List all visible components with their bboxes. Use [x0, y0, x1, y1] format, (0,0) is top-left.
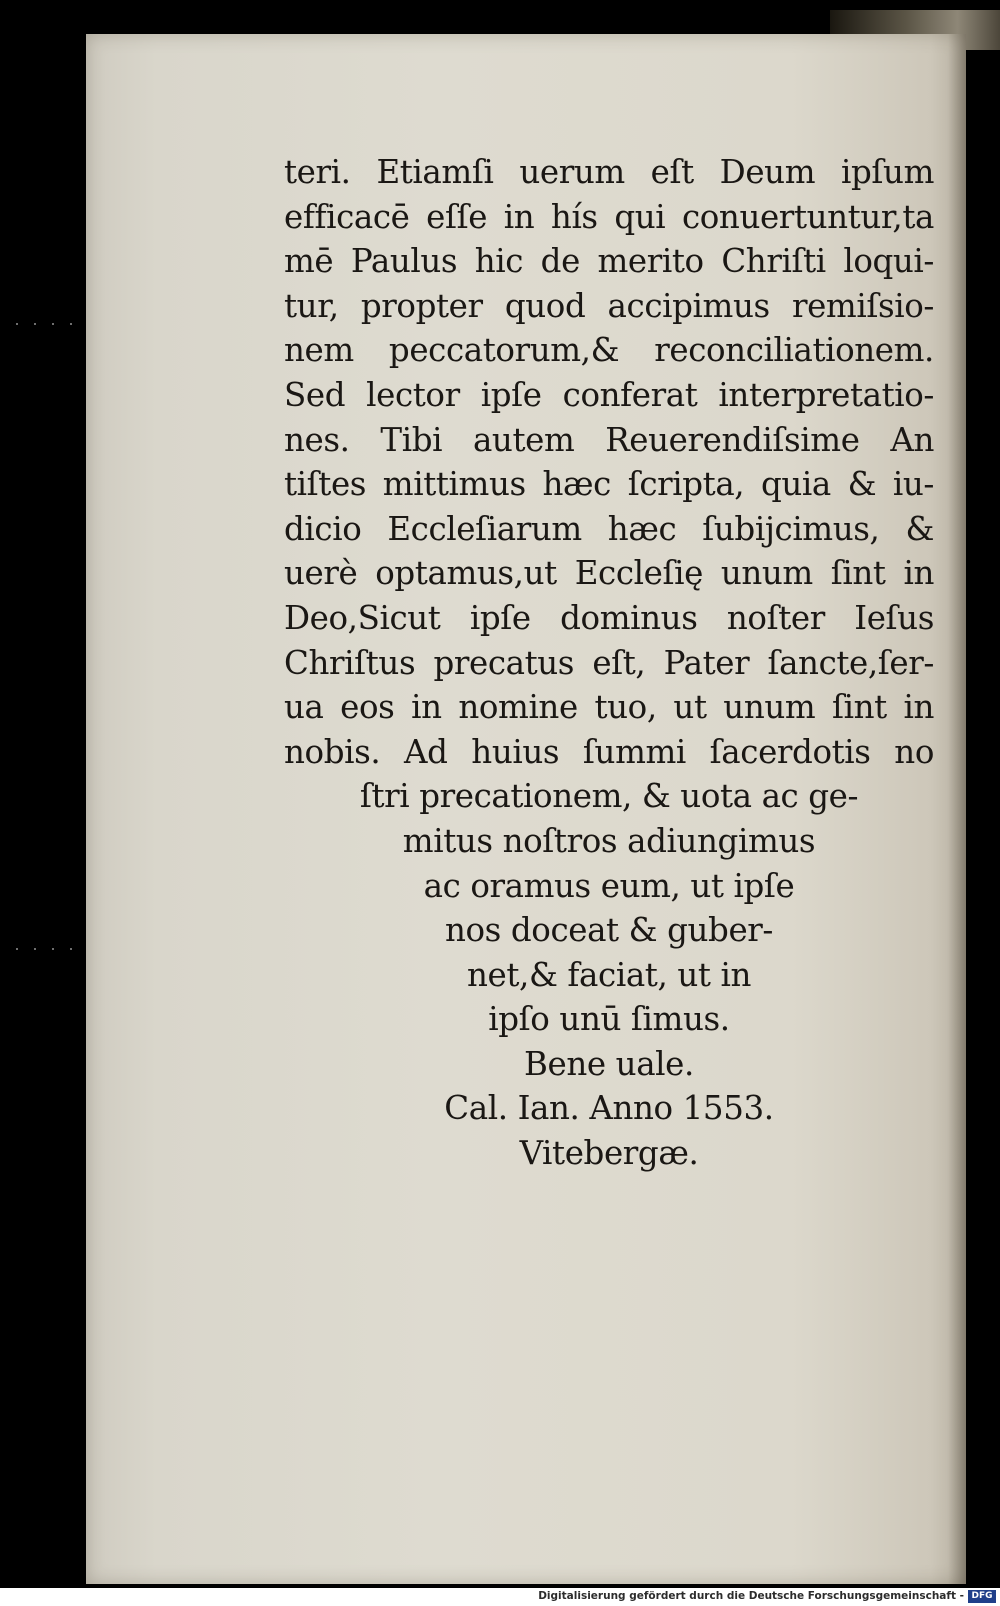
footer-bar	[0, 1588, 1000, 1606]
scan-marker	[16, 323, 76, 325]
closing-line: nos doceat & guber-	[444, 911, 774, 950]
text-line: nem peccatorum,& reconciliationem.	[284, 331, 934, 370]
closing-line: mitus noſtros adiungimus	[402, 821, 816, 860]
text-line: tiſtes mittimus hæc ſcripta, quia & iu-	[284, 465, 934, 504]
page-text	[284, 150, 934, 1176]
text-line: uerè optamus,ut Eccleſię unum ſint in	[284, 554, 934, 593]
text-line: ua eos in nomine tuo, ut unum ſint in	[284, 688, 934, 727]
closing-line: ipſo unū ſimus.	[488, 1000, 730, 1039]
text-line: Sed lector ipſe conferat interpretatio-	[284, 375, 934, 414]
text-line: efficacē eſſe in hís qui conuertuntur,ta	[284, 197, 934, 236]
dfg-logo: DFG	[968, 1590, 996, 1603]
closing-line: ac oramus eum, ut ipſe	[423, 866, 795, 905]
closing-line: net,& faciat, ut in	[467, 955, 751, 994]
closing-line: ſtri precationem, & uota ac ge-	[359, 777, 859, 816]
date-line: Cal. Ian. Anno 1553.	[444, 1089, 774, 1128]
salutation: Bene uale.	[524, 1044, 694, 1083]
text-line: mē Paulus hic de merito Chriſti loqui-	[284, 242, 934, 281]
place-line: Vitebergæ.	[519, 1134, 699, 1173]
text-line: Deo,Sicut ipſe dominus noſter Ieſus	[284, 598, 934, 637]
text-line: teri. Etiamſi uerum eſt Deum ipſum	[284, 153, 934, 191]
text-line: dicio Eccleſiarum hæc ſubijcimus, &	[284, 509, 934, 548]
text-line: tur, propter quod accipimus remiſsio-	[284, 286, 934, 325]
scan-marker	[16, 948, 76, 950]
book-page	[86, 34, 966, 1584]
text-line: nes. Tibi autem Reuerendiſsime An	[284, 420, 934, 459]
funding-credit: Digitalisierung gefördert durch die Deutsche Forschungsgemeinschaft -	[538, 1590, 964, 1602]
text-line: Chriſtus precatus eſt, Pater ſancte,ſer-	[284, 643, 934, 682]
text-line: nobis. Ad huius ſummi ſacerdotis no	[284, 732, 934, 771]
